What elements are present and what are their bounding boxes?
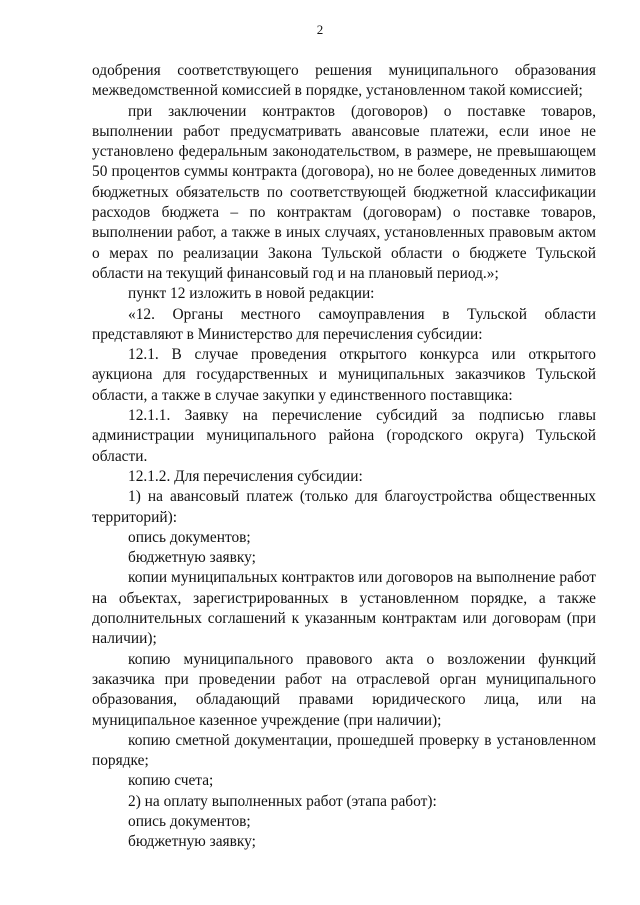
paragraph: «12. Органы местного самоуправления в Тульской области представляют в Министерство для перечисления субсидии: — [92, 305, 596, 343]
paragraph: одобрения соответствующего решения муниципального образования межведомственной комиссией в порядке, установленном такой комиссией; — [92, 62, 596, 100]
paragraph: при заключении контрактов (договоров) о поставке товаров, выполнении работ предусматривать авансовые платежи, если иное не установлено федеральным законодательством, в размере, не превышающем 50 процентов суммы контракта (договора), но не более доведенных лимитов бюджетных обязательств по соответствующей бюджетной классификации расходов бюджета – по контрактам (договорам) о поставке товаров, выполнении работ, а также в иных случаях, установленных правовым актом о мерах по реализации Закона Тульской области о бюджете Тульской области на текущий финансовый год и на плановый период.»; — [92, 102, 596, 282]
paragraph: 12.1.2. Для перечисления субсидии: — [128, 467, 363, 485]
paragraph: опись документов; — [128, 528, 251, 546]
paragraph: опись документов; — [128, 812, 251, 830]
paragraph: 12.1. В случае проведения открытого конкурса или открытого аукциона для государственных и муниципальных заказчиков Тульской области, а также в случае закупки у единственного поставщика: — [92, 346, 596, 404]
document-body — [92, 61, 596, 853]
paragraph: бюджетную заявку; — [128, 549, 256, 567]
paragraph: копию муниципального правового акта о возложении функций заказчика при проведении работ на отраслевой орган муниципального образования, обладающий правами юридического лица, или на муниципальное казенное учреждение (при наличии); — [92, 650, 596, 729]
paragraph: 1) на авансовый платеж (только для благоустройства общественных территорий): — [92, 488, 596, 526]
paragraph: пункт 12 изложить в новой редакции: — [128, 285, 375, 303]
paragraph: 2) на оплату выполненных работ (этапа работ): — [128, 792, 437, 810]
paragraph: копию счета; — [128, 772, 214, 790]
paragraph: 12.1.1. Заявку на перечисление субсидий за подписью главы администрации муниципального района (городского округа) Тульской области. — [92, 407, 596, 465]
paragraph: бюджетную заявку; — [128, 833, 256, 851]
page-number: 2 — [316, 22, 324, 37]
paragraph: копии муниципальных контрактов или договоров на выполнение работ на объектах, зарегистрированных в установленном порядке, а также дополнительных соглашений к указанным контрактам или договорам (при наличии); — [92, 569, 596, 648]
paragraph: копию сметной документации, прошедшей проверку в установленном порядке; — [92, 731, 596, 770]
